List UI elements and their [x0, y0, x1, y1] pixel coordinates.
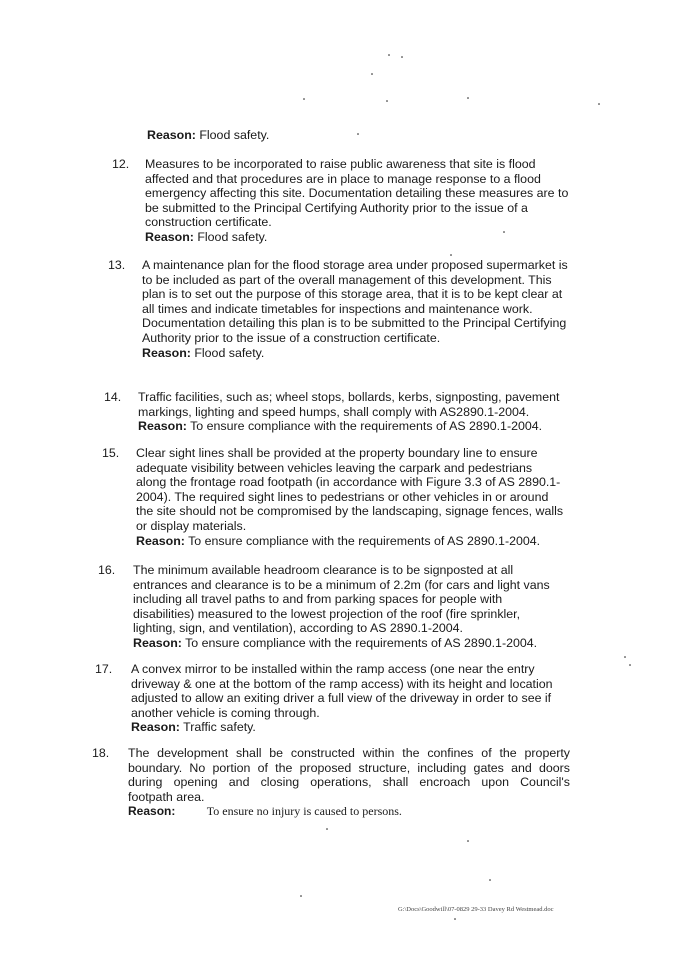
reason-text: To ensure no injury is caused to persons.	[206, 804, 402, 819]
reason-label: Reason:	[133, 635, 182, 650]
scan-speck	[300, 895, 302, 897]
condition-line: emergency affecting this site. Documentation detailing these measures are to	[145, 186, 569, 201]
reason-label: Reason:	[136, 533, 185, 548]
condition-line: all times and indicate timetables for inspections and maintenance work.	[142, 301, 533, 316]
condition-number: 13.	[108, 258, 126, 272]
condition-line: construction certificate.	[145, 215, 272, 230]
condition-line: plan is to set out the purpose of this storage area, that it is to be kept clear at	[142, 287, 563, 302]
condition-body	[133, 563, 580, 651]
condition-line: The minimum available headroom clearance is to be signposted at all	[133, 563, 514, 577]
condition-line: including all travel paths to and from parking spaces for people with	[133, 592, 503, 607]
scan-speck	[386, 100, 388, 102]
condition-line: lighting, sign, and ventilation), according to AS 2890.1-2004.	[133, 621, 463, 636]
reason-text: To ensure compliance with the requirements of AS 2890.1-2004.	[188, 533, 541, 548]
condition-number: 14.	[104, 390, 122, 404]
scan-speck	[624, 656, 626, 658]
condition-line: Authority prior to the issue of a construction certificate.	[142, 330, 441, 345]
reason-label: Reason:	[147, 128, 196, 142]
scan-speck	[388, 54, 390, 56]
condition-line: driveway & one at the bottom of the ramp access) with its height and location	[131, 676, 553, 691]
condition-line: The development shall be constructed within the confines of the property	[128, 746, 570, 760]
reason-label: Reason:	[128, 804, 176, 819]
condition-line: footpath area.	[128, 789, 205, 804]
condition-line: or display materials.	[136, 518, 247, 533]
scan-speck	[629, 664, 631, 666]
condition-number: 12.	[112, 157, 130, 171]
condition-body	[145, 157, 582, 245]
carryover-reason	[147, 128, 269, 142]
condition-line: Measures to be incorporated to raise public awareness that site is flood	[145, 157, 536, 171]
scan-speck	[303, 98, 305, 100]
condition-reason	[142, 346, 583, 361]
scan-speck	[401, 56, 403, 58]
reason-text: To ensure compliance with the requirements of AS 2890.1-2004.	[185, 635, 538, 650]
condition-body	[131, 662, 567, 735]
condition-number: 17.	[95, 662, 113, 676]
condition-body	[128, 746, 570, 819]
condition-line: affected and that procedures are in place to manage response to a flood	[145, 171, 541, 186]
condition-line: entrances and clearance is to be a minimum of 2.2m (for cars and light vans	[133, 577, 550, 592]
condition-reason	[128, 804, 570, 819]
condition-line: during opening and closing operations, shall encroach upon Council's	[128, 775, 570, 790]
condition-line: another vehicle is coming through.	[131, 705, 320, 720]
condition-body	[138, 390, 582, 434]
scan-speck	[467, 840, 469, 842]
condition-line: Documentation detailing this plan is to be submitted to the Principal Certifying	[142, 316, 567, 331]
condition-line: Traffic facilities, such as; wheel stops, bollards, kerbs, signposting, pavement	[138, 390, 560, 404]
condition-number: 16.	[98, 563, 116, 577]
condition-line: markings, lighting and speed humps, shall comply with AS2890.1-2004.	[138, 404, 530, 419]
reason-label: Reason:	[142, 345, 191, 360]
reason-text: Flood safety.	[194, 345, 265, 360]
reason-text: Flood safety.	[199, 128, 270, 142]
condition-line: the site should not be compromised by the landscaping, signage fences, walls	[136, 504, 564, 519]
reason-label: Reason:	[131, 720, 180, 735]
scan-speck	[598, 103, 600, 105]
condition-line: adequate visibility between vehicles leaving the carpark and pedestrians	[136, 460, 533, 475]
scan-speck	[454, 918, 456, 920]
condition-line: disabilities) measured to the lowest projection of the roof (fire sprinkler,	[133, 606, 521, 621]
condition-line: 2004). The required sight lines to pedestrians or other vehicles in or around	[136, 489, 549, 504]
condition-line: be submitted to the Principal Certifying Authority prior to the issue of a	[145, 200, 528, 215]
scan-speck	[450, 254, 452, 256]
scan-speck	[467, 97, 469, 99]
scan-speck	[489, 879, 491, 881]
scan-speck	[371, 73, 373, 75]
scan-speck	[357, 133, 359, 135]
reason-label: Reason:	[138, 419, 187, 434]
condition-line: adjusted to allow an exiting driver a full view of the driveway in order to see if	[131, 691, 552, 706]
condition-number: 18.	[92, 746, 110, 760]
condition-line: boundary. No portion of the proposed structure, including gates and doors	[128, 760, 570, 775]
scan-speck	[503, 231, 505, 233]
condition-line: A convex mirror to be installed within the ramp access (one near the entry	[131, 662, 535, 676]
condition-reason	[136, 534, 582, 549]
condition-reason	[145, 230, 582, 245]
condition-line: along the frontage road footpath (in accordance with Figure 3.3 of AS 2890.1-	[136, 475, 561, 490]
reason-text: Flood safety.	[197, 229, 268, 244]
scan-speck	[326, 828, 328, 830]
condition-number: 15.	[102, 446, 120, 460]
condition-line: Clear sight lines shall be provided at the property boundary line to ensure	[136, 446, 538, 460]
condition-body	[142, 258, 583, 360]
condition-body	[136, 446, 582, 548]
reason-text: Traffic safety.	[183, 720, 256, 735]
file-path-footer: G:\Docs\Goodwill\07-0829 29-33 Davey Rd Westmead.doc	[398, 906, 554, 913]
condition-reason	[133, 636, 580, 651]
condition-reason	[138, 419, 582, 434]
reason-label: Reason:	[145, 229, 194, 244]
condition-line: to be included as part of the overall management of this development. This	[142, 272, 552, 287]
condition-reason	[131, 720, 567, 735]
reason-text: To ensure compliance with the requirements of AS 2890.1-2004.	[190, 419, 543, 434]
condition-line: A maintenance plan for the flood storage area under proposed supermarket is	[142, 258, 568, 272]
